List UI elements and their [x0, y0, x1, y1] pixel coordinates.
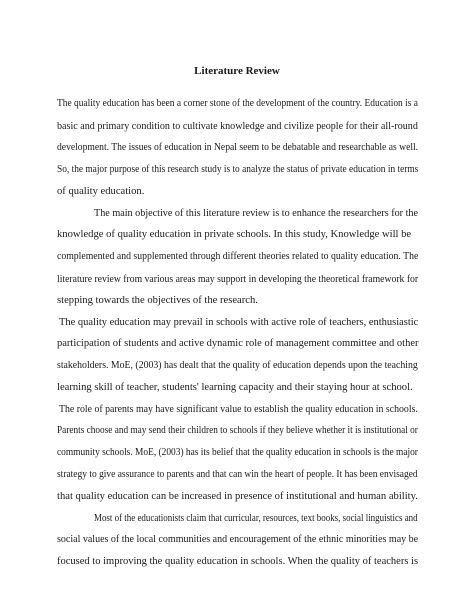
paragraph-4-line-1: The role of parents may have significant value to establish the quality education in schools.	[59, 404, 418, 415]
paragraph-1-line-1: The quality education has been a corner stone of the development of the country. Education is a	[57, 98, 419, 109]
paragraph-5-line-3: focused to improving the quality education in schools. When the quality of teachers is	[57, 556, 419, 567]
paragraph-2-line-1: The main objective of this literature review is to enhance the researchers for the	[94, 208, 418, 219]
paragraph-4-line-5: that quality education can be increased in presence of institutional and human ability.	[57, 491, 418, 502]
paragraph-2-line-4: literature review from various areas may support in developing the theoretical framework for	[57, 274, 419, 285]
paragraph-4-line-3: community schools. MoE, (2003) has its belief that the quality education in schools is the major	[57, 447, 418, 458]
paragraph-1-line-3: development. The issues of education in Nepal seem to be debatable and researchable as well.	[57, 142, 419, 153]
paragraph-4-line-4: strategy to give assurance to parents and that can win the heart of people. It has been envisaged	[57, 469, 418, 480]
paragraph-1-line-5: of quality education.	[57, 186, 145, 197]
paragraph-2-line-2: knowledge of quality education in private schools. In this study, Knowledge will be	[57, 229, 412, 240]
paragraph-3-line-1: The quality education may prevail in schools with active role of teachers, enthusiastic	[59, 317, 419, 328]
document-title: Literature Review	[194, 65, 280, 77]
paragraph-5-line-2: social values of the local communities and encouragement of the ethnic minorities may be	[57, 534, 419, 545]
paragraph-2-line-5: stepping towards the objectives of the research.	[57, 295, 258, 306]
paragraph-3-line-2: participation of students and active dynamic role of management committee and other	[57, 338, 419, 349]
paragraph-1-line-4: So, the major purpose of this research study is to analyze the status of private education in terms	[57, 164, 419, 175]
paragraph-1-line-2: basic and primary condition to cultivate knowledge and civilize people for their all-round	[57, 121, 418, 132]
paragraph-5-line-1: Most of the educationists claim that curricular, resources, text books, social linguistics and	[94, 513, 418, 524]
paragraph-4-line-2: Parents choose and may send their children to schools if they believe whether it is institutional or	[57, 425, 418, 436]
paragraph-2-line-3: complemented and supplemented through different theories related to quality education. The	[57, 251, 419, 262]
paragraph-3-line-4: learning skill of teacher, students' learning capacity and their staying hour at school.	[57, 382, 413, 393]
paragraph-3-line-3: stakeholders. MoE, (2003) has dealt that the quality of education depends upon the teaching	[57, 360, 418, 371]
